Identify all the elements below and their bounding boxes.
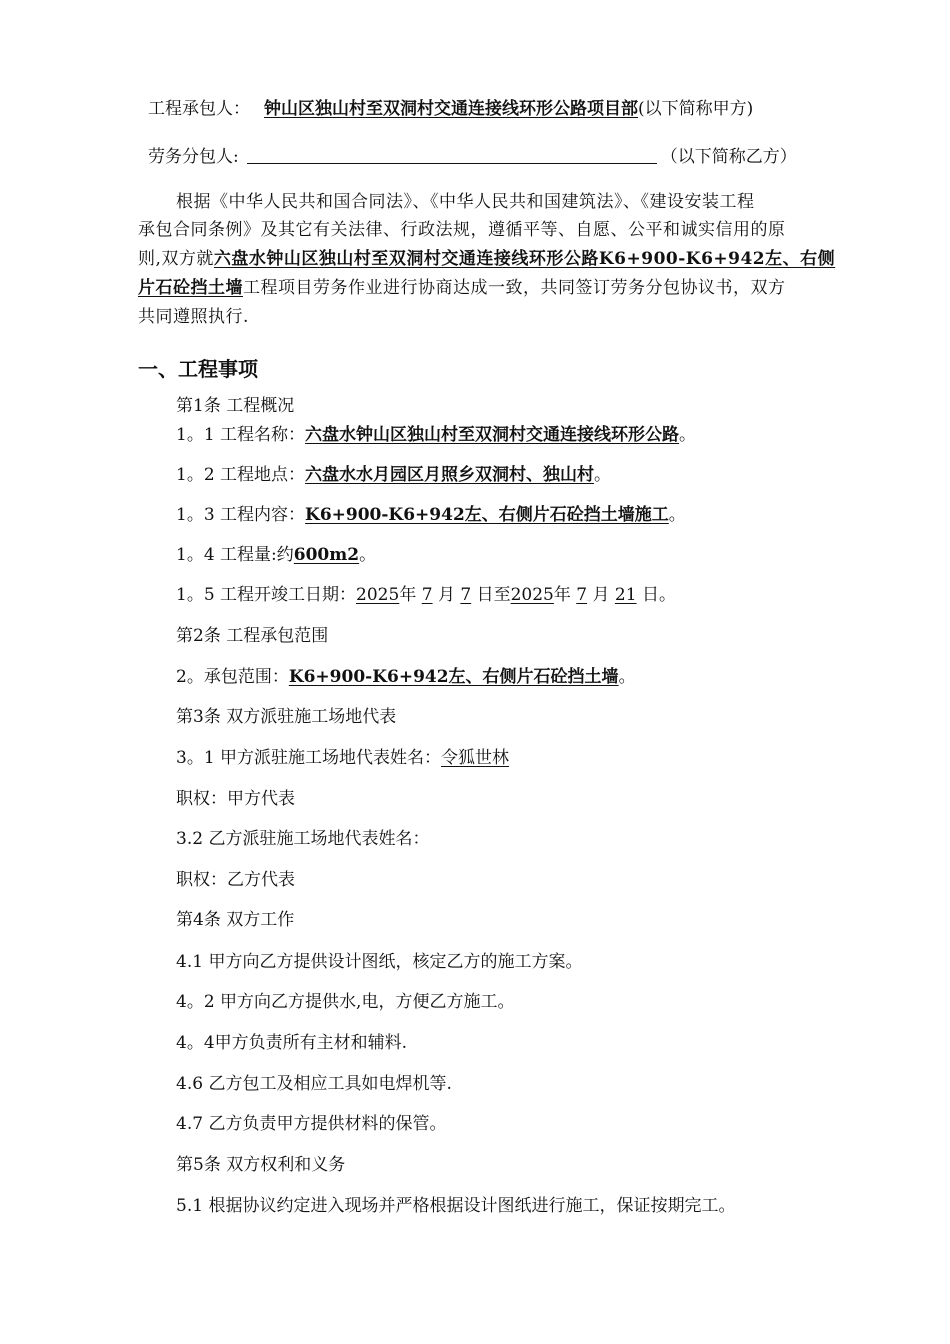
item-2	[176, 665, 636, 689]
subcontractor-line	[148, 145, 797, 169]
start-day: 7	[460, 585, 472, 605]
start-year: 2025	[356, 585, 400, 605]
year-char: 年	[553, 585, 571, 605]
item-end: 。	[668, 505, 686, 525]
project-name-highlight: 六盘水钟山区独山村至双洞村交通连接线环形公路K6+900-K6+942左、右侧	[213, 249, 836, 269]
end-year: 2025	[510, 585, 554, 605]
item-1-3	[176, 503, 686, 527]
contractor-line	[148, 97, 753, 121]
item-3-1	[176, 746, 509, 770]
item-1-5	[176, 583, 676, 607]
article-heading: 第2条 工程承包范围	[176, 626, 329, 646]
role-line: 职权：乙方代表	[176, 870, 295, 890]
intro-text: 则,双方就	[138, 249, 214, 269]
item-label: 1。3 工程内容：	[176, 505, 306, 525]
representative-name: 令狐世林	[441, 748, 510, 768]
day-char: 日。	[641, 585, 676, 605]
end-month: 7	[576, 585, 588, 605]
item-5-1: 5.1 根据协议约定进入现场并严格根据设计图纸进行施工，保证按期完工。	[176, 1196, 736, 1216]
item-label: 3。1 甲方派驻施工场地代表姓名：	[176, 748, 442, 768]
item-value: K6+900-K6+942左、右侧片石砼挡土墙施工	[305, 505, 669, 525]
intro-line	[138, 276, 786, 300]
intro-line	[138, 247, 835, 271]
item-end: 。	[594, 465, 612, 485]
item-end: 。	[679, 425, 697, 445]
subcontractor-label: 劳务分包人:	[148, 147, 239, 167]
intro-line: 根据《中华人民共和国合同法》、《中华人民共和国建筑法》、《建设安装工程	[176, 192, 755, 212]
role-line: 职权：甲方代表	[176, 789, 295, 809]
item-4-2: 4。2 甲方向乙方提供水,电，方便乙方施工。	[176, 992, 515, 1012]
day-to: 日至	[476, 585, 511, 605]
end-day: 21	[614, 585, 637, 605]
item-label: 1。1 工程名称：	[176, 425, 306, 445]
item-value: K6+900-K6+942左、右侧片石砼挡土墙	[288, 667, 619, 687]
item-1-2	[176, 463, 611, 487]
item-label: 1。4 工程量:约	[176, 545, 294, 565]
item-3-2: 3.2 乙方派驻施工场地代表姓名：	[176, 829, 430, 849]
item-4-7: 4.7 乙方负责甲方提供材料的保管。	[176, 1114, 447, 1134]
contractor-name: 钟山区独山村至双洞村交通连接线环形公路项目部	[264, 99, 638, 119]
item-4-6: 4.6 乙方包工及相应工具如电焊机等.	[176, 1074, 452, 1094]
article-heading: 第5条 双方权利和义务	[176, 1155, 346, 1175]
item-label: 1。2 工程地点：	[176, 465, 306, 485]
month-char: 月	[592, 585, 610, 605]
year-char: 年	[399, 585, 417, 605]
intro-line: 共同遵照执行.	[138, 307, 249, 327]
subcontractor-blank	[247, 147, 657, 164]
month-char: 月	[437, 585, 455, 605]
contractor-label: 工程承包人：	[148, 99, 250, 119]
article-heading: 第1条 工程概况	[176, 396, 295, 416]
intro-line: 承包合同条例》及其它有关法律、行政法规，遵循平等、自愿、公平和诚实信用的原	[138, 220, 786, 240]
item-4-4: 4。4甲方负责所有主材和辅料.	[176, 1033, 408, 1053]
item-1-1	[176, 423, 696, 447]
item-value: 600m2	[293, 545, 360, 565]
section-heading: 一、工程事项	[138, 357, 258, 381]
start-month: 7	[421, 585, 433, 605]
article-heading: 第3条 双方派驻施工场地代表	[176, 707, 397, 727]
item-end: 。	[359, 545, 377, 565]
item-value: 六盘水水月园区月照乡双洞村、独山村	[305, 465, 595, 485]
item-label: 1。5 工程开竣工日期：	[176, 585, 357, 605]
item-4-1: 4.1 甲方向乙方提供设计图纸，核定乙方的施工方案。	[176, 952, 583, 972]
item-1-4	[176, 543, 376, 567]
contractor-suffix: (以下简称甲方)	[638, 99, 754, 119]
project-name-highlight: 片石砼挡土墙	[138, 278, 243, 298]
subcontractor-suffix: （以下简称乙方）	[660, 147, 797, 167]
item-end: 。	[618, 667, 636, 687]
intro-text: 工程项目劳务作业进行协商达成一致，共同签订劳务分包协议书，双方	[243, 278, 786, 298]
item-value: 六盘水钟山区独山村至双洞村交通连接线环形公路	[305, 425, 680, 445]
item-label: 2。承包范围：	[176, 667, 289, 687]
article-heading: 第4条 双方工作	[176, 910, 295, 930]
